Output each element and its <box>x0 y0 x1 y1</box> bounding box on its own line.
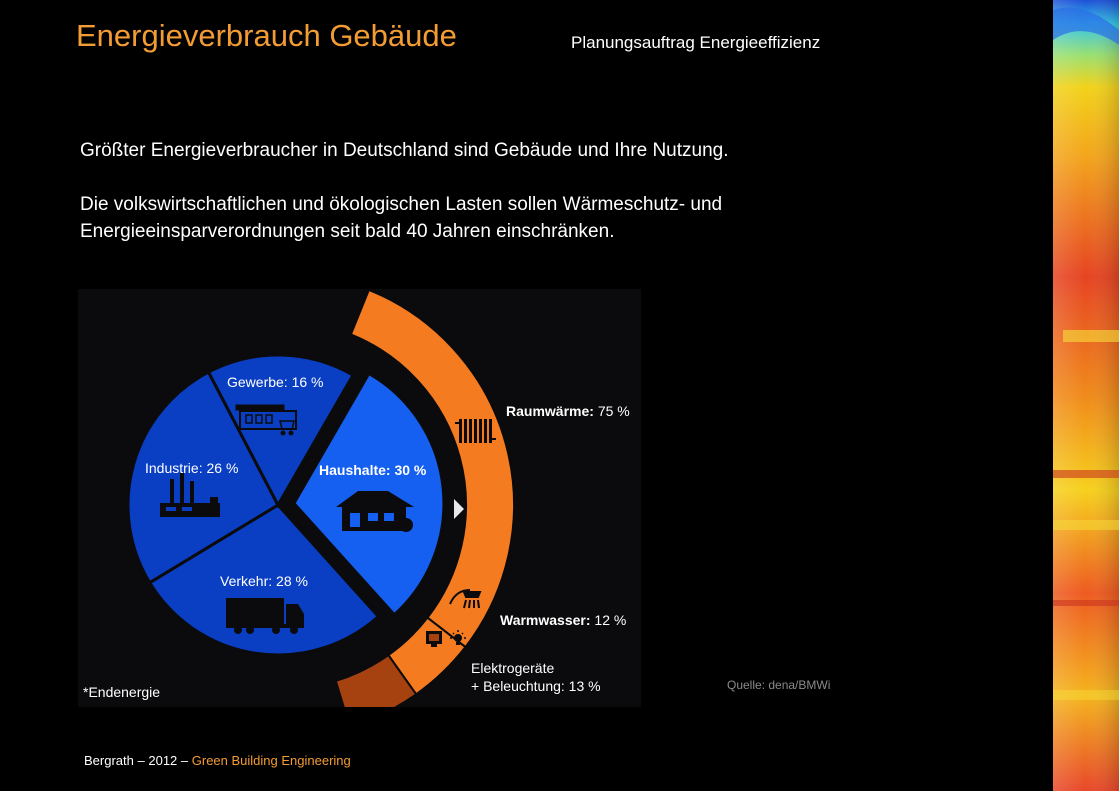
chart-source: Quelle: dena/BMWi <box>727 678 831 692</box>
page-title: Energieverbrauch Gebäude <box>76 18 457 53</box>
label-warmwasser: Warmwasser: 12 % <box>500 612 627 628</box>
intro-paragraph: Größter Energieverbraucher in Deutschland sind Gebäude und Ihre Nutzung. <box>80 140 729 161</box>
label-verkehr: Verkehr: 28 % <box>220 573 308 589</box>
thermal-image-strip <box>1053 0 1119 791</box>
footer <box>84 753 351 768</box>
page-subtitle: Planungsauftrag Energieeffizienz <box>571 33 821 52</box>
label-raumwaerme: Raumwärme: 75 % <box>506 403 630 419</box>
label-elektrogeraete: Elektrogeräte <box>471 660 555 676</box>
context-paragraph: Die volkswirtschaftlichen und ökologischen Lasten sollen Wärmeschutz- und Energieeinsparverordnungen seit bald 40 Jahren einschränken. <box>80 194 723 242</box>
footer-brand: Green Building Engineering <box>191 753 351 768</box>
label-gewerbe: Gewerbe: 16 % <box>227 374 324 390</box>
expand-arrow-icon <box>454 499 464 519</box>
energy-pie-chart <box>78 289 641 707</box>
chart-svg <box>78 289 641 707</box>
label-beleuchtung: + Beleuchtung: 13 % <box>471 678 601 694</box>
label-industrie: Industrie: 26 % <box>145 460 239 476</box>
footer-author: Bergrath <box>84 753 134 768</box>
footer-separator: – <box>137 753 145 768</box>
radiator-icon <box>455 419 496 443</box>
chart-footnote: *Endenergie <box>83 684 161 700</box>
footer-separator: – <box>180 753 189 768</box>
footer-year: 2012 <box>148 753 178 768</box>
label-haushalte: Haushalte: 30 % <box>319 462 427 478</box>
